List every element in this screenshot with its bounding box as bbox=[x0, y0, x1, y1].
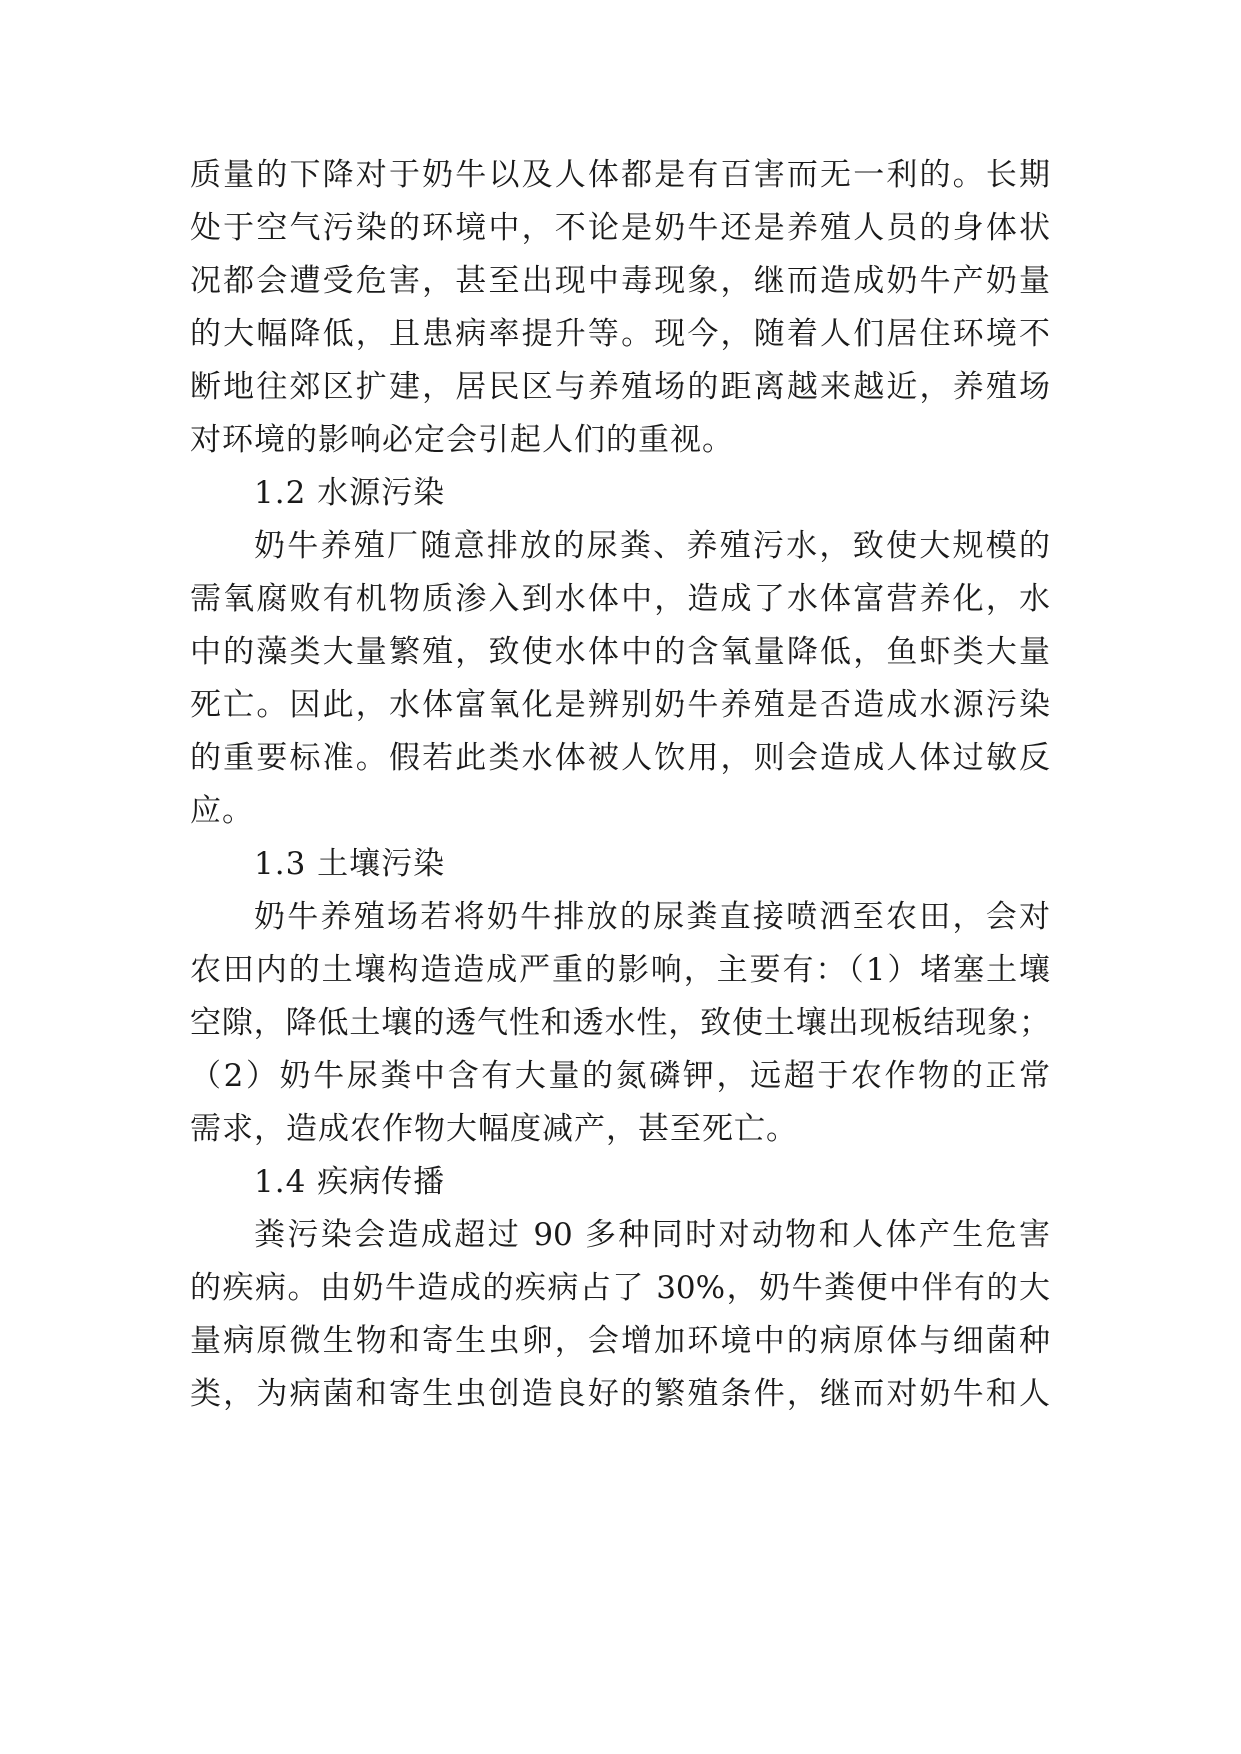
section-heading-1-4: 1.4 疾病传播 bbox=[254, 1164, 446, 1200]
paragraph-line: 奶牛养殖场若将奶牛排放的尿粪直接喷洒至农田，会对 bbox=[254, 899, 1050, 935]
paragraph-line: 粪污染会造成超过 90 多种同时对动物和人体产生危害 bbox=[254, 1217, 1050, 1253]
paragraph-line: 对环境的影响必定会引起人们的重视。 bbox=[190, 422, 734, 458]
paragraph-line: 需求，造成农作物大幅度减产，甚至死亡。 bbox=[190, 1111, 798, 1147]
paragraph-line: 断地往郊区扩建，居民区与养殖场的距离越来越近，养殖场 bbox=[190, 369, 1050, 405]
paragraph-line: 的疾病。由奶牛造成的疾病占了 30%，奶牛粪便中伴有的大 bbox=[190, 1270, 1050, 1306]
paragraph-line: 奶牛养殖厂随意排放的尿粪、养殖污水，致使大规模的 bbox=[254, 528, 1050, 564]
paragraph-line: （2）奶牛尿粪中含有大量的氮磷钾，远超于农作物的正常 bbox=[190, 1058, 1050, 1094]
paragraph-line: 空隙，降低土壤的透气性和透水性，致使土壤出现板结现象； bbox=[190, 1005, 1050, 1041]
paragraph-line: 的大幅降低，且患病率提升等。现今，随着人们居住环境不 bbox=[190, 316, 1050, 352]
paragraph-line: 需氧腐败有机物质渗入到水体中，造成了水体富营养化，水 bbox=[190, 581, 1050, 617]
paragraph-line: 农田内的土壤构造造成严重的影响，主要有：（1）堵塞土壤 bbox=[190, 952, 1050, 988]
paragraph-line: 处于空气污染的环境中，不论是奶牛还是养殖人员的身体状 bbox=[190, 210, 1050, 246]
paragraph-line: 中的藻类大量繁殖，致使水体中的含氧量降低，鱼虾类大量 bbox=[190, 634, 1050, 670]
paragraph-line: 质量的下降对于奶牛以及人体都是有百害而无一利的。长期 bbox=[190, 157, 1050, 193]
paragraph-line: 的重要标准。假若此类水体被人饮用，则会造成人体过敏反 bbox=[190, 740, 1050, 776]
paragraph-line: 应。 bbox=[190, 793, 254, 829]
paragraph-line: 量病原微生物和寄生虫卵，会增加环境中的病原体与细菌种 bbox=[190, 1323, 1050, 1359]
paragraph-line: 况都会遭受危害，甚至出现中毒现象，继而造成奶牛产奶量 bbox=[190, 263, 1050, 299]
paragraph-line: 死亡。因此，水体富氧化是辨别奶牛养殖是否造成水源污染 bbox=[190, 687, 1050, 723]
paragraph-line: 类，为病菌和寄生虫创造良好的繁殖条件，继而对奶牛和人 bbox=[190, 1376, 1050, 1412]
section-heading-1-3: 1.3 土壤污染 bbox=[254, 846, 446, 882]
section-heading-1-2: 1.2 水源污染 bbox=[254, 475, 446, 511]
